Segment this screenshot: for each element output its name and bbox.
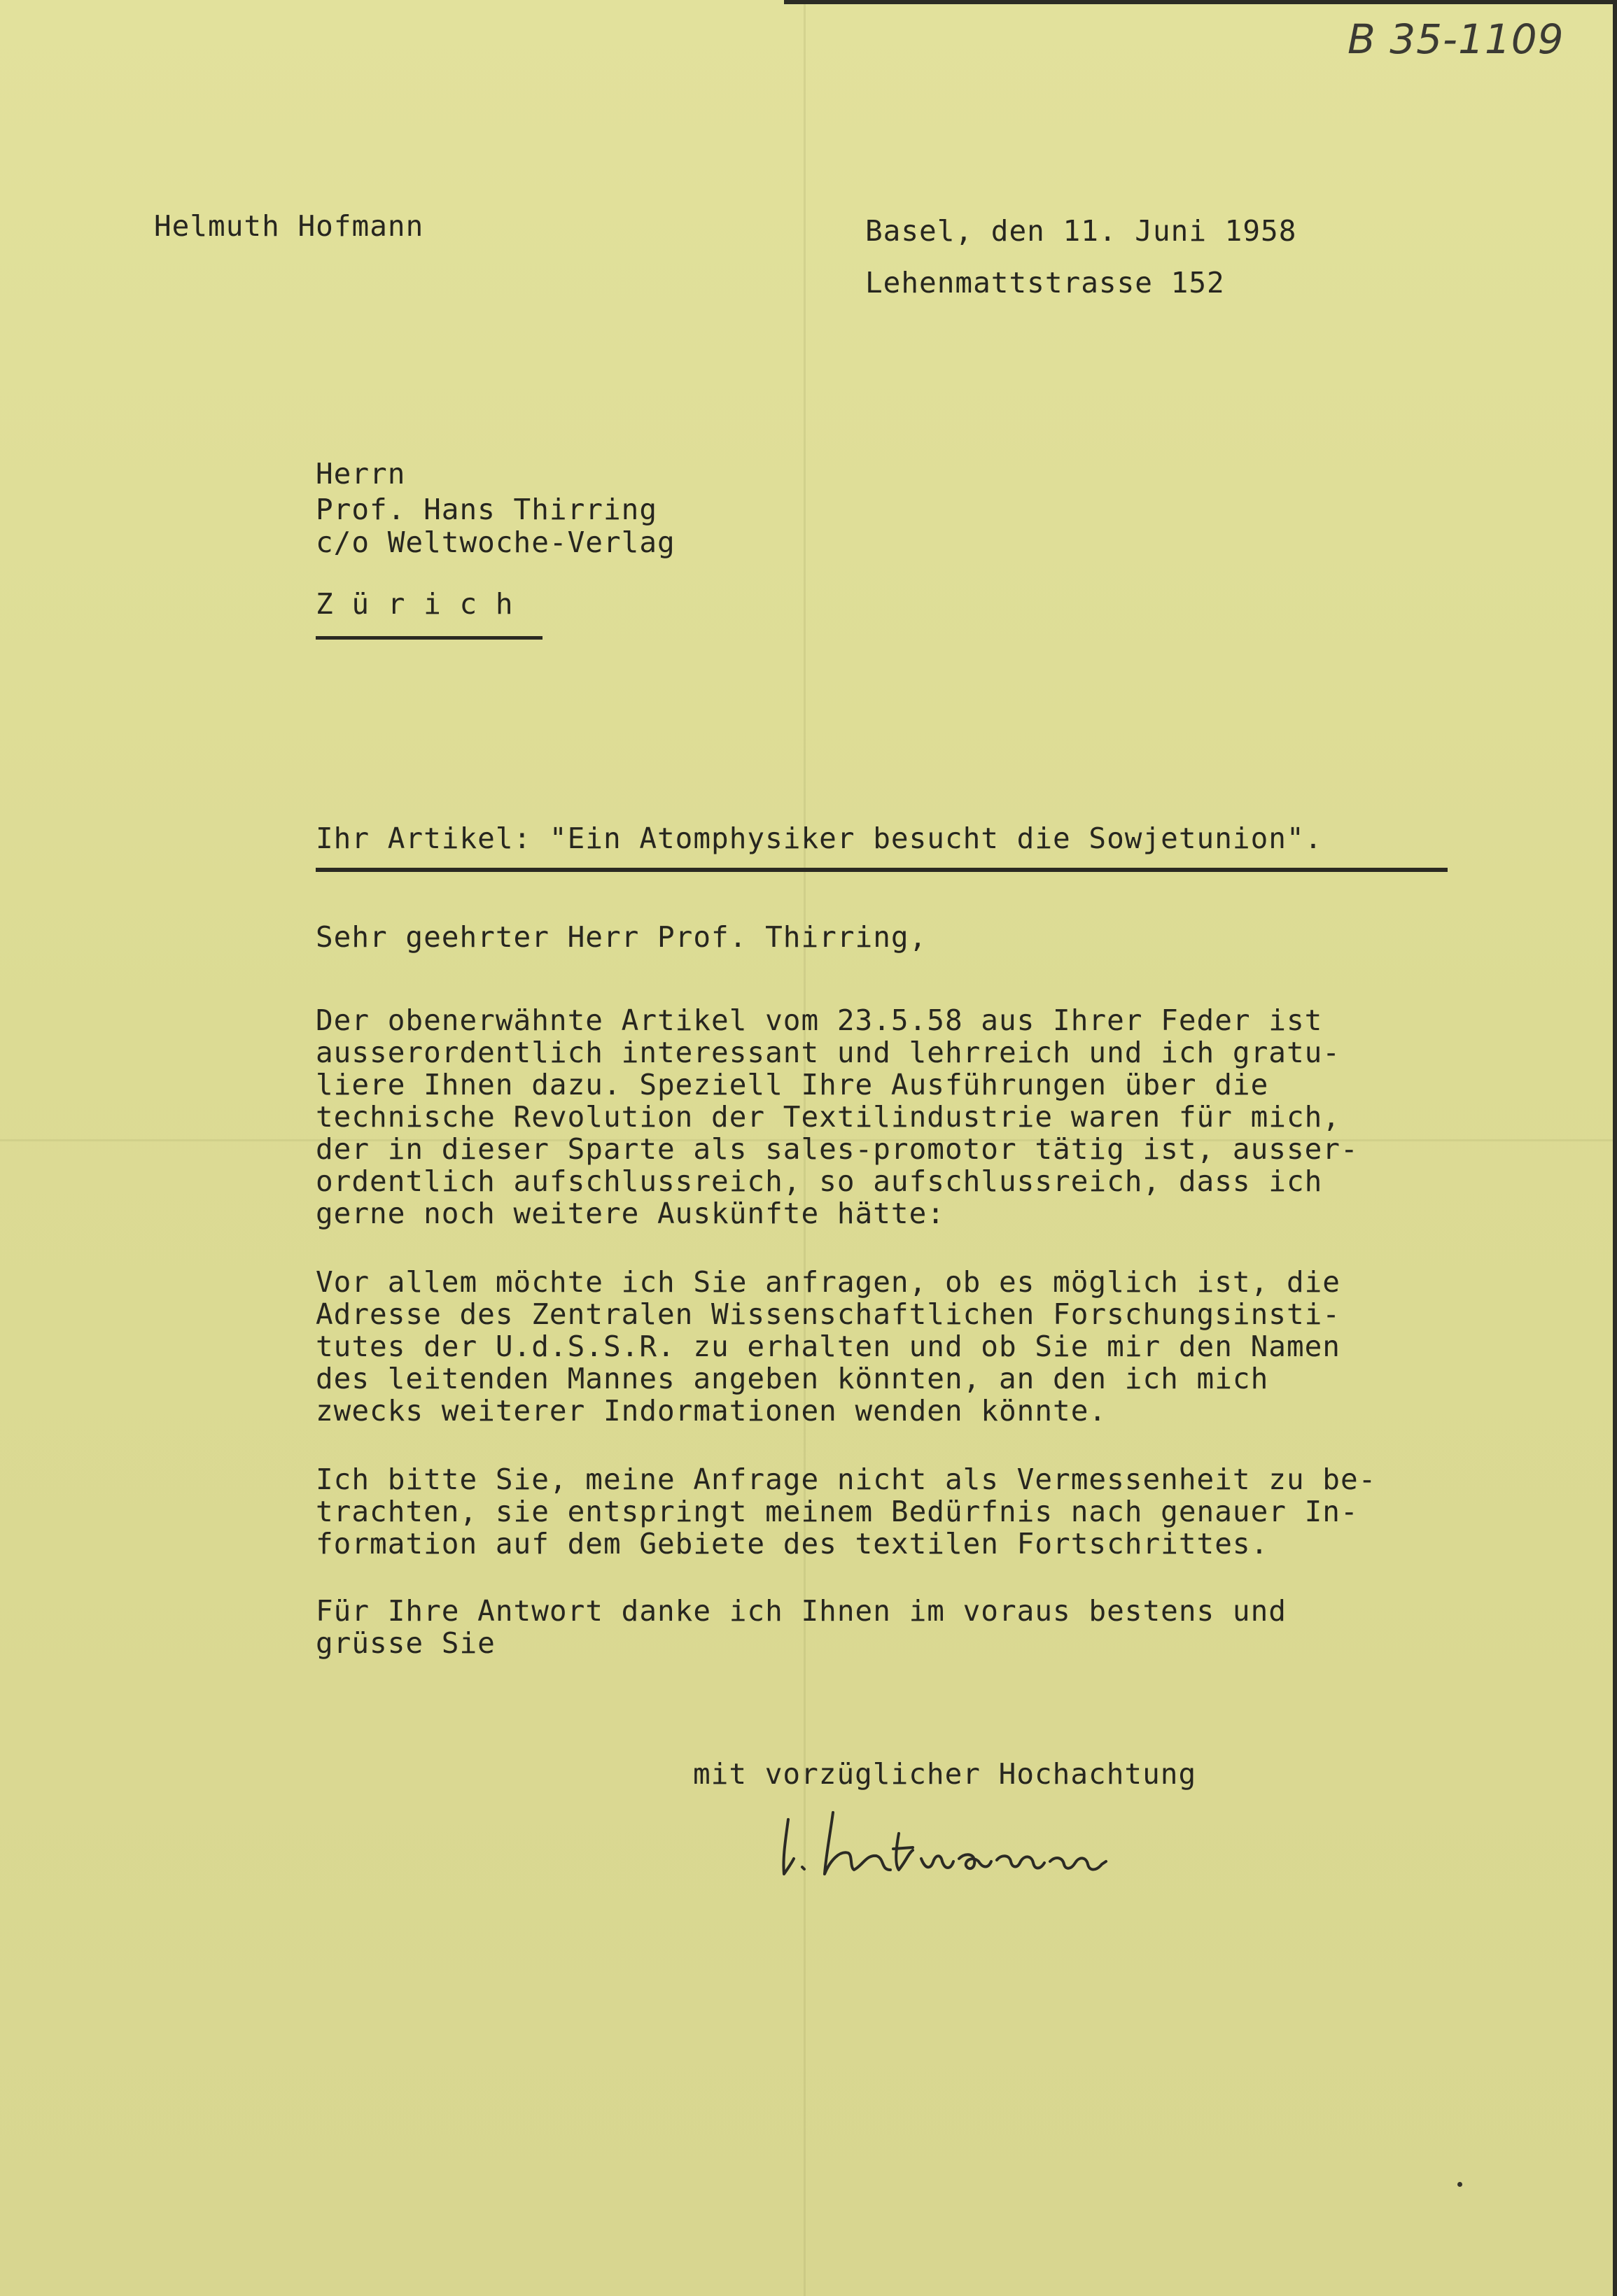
subject-underline <box>316 868 1448 872</box>
recipient-name: Prof. Hans Thirring <box>316 493 657 526</box>
body-line: trachten, sie entspringt meinem Bedürfnis nach genauer In- <box>316 1495 1359 1528</box>
body-line: Ich bitte Sie, meine Anfrage nicht als Vermessenheit zu be- <box>316 1463 1377 1496</box>
handwritten-signature <box>776 1791 1168 1889</box>
body-line: Adresse des Zentralen Wissenschaftlichen Forschungsinsti- <box>316 1297 1340 1331</box>
body-line: Für Ihre Antwort danke ich Ihnen im voraus bestens und <box>316 1594 1287 1628</box>
scan-edge-right <box>1613 0 1617 2296</box>
body-line: technische Revolution der Textilindustrie waren für mich, <box>316 1100 1340 1134</box>
body-line: zwecks weiterer Indormationen wenden könnte. <box>316 1394 1107 1428</box>
sender-name: Helmuth Hofmann <box>154 209 424 243</box>
salutation: Sehr geehrter Herr Prof. Thirring, <box>316 920 927 954</box>
subject-line: Ihr Artikel: "Ein Atomphysiker besucht die Sowjetunion". <box>316 822 1323 855</box>
place-date: Basel, den 11. Juni 1958 <box>865 214 1297 248</box>
sender-address: Lehenmattstrasse 152 <box>865 266 1225 300</box>
body-line: Vor allem möchte ich Sie anfragen, ob es möglich ist, die <box>316 1265 1340 1299</box>
paper-speck <box>1457 2182 1462 2187</box>
recipient-care-of: c/o Weltwoche-Verlag <box>316 526 676 559</box>
body-line: formation auf dem Gebiete des textilen Fortschrittes. <box>316 1527 1269 1561</box>
body-line: der in dieser Sparte als sales-promotor tätig ist, ausser- <box>316 1132 1359 1166</box>
recipient-city: Z ü r i c h <box>316 587 514 621</box>
archive-number: B 35-1109 <box>1348 15 1564 63</box>
body-line: Der obenerwähnte Artikel vom 23.5.58 aus Ihrer Feder ist <box>316 1003 1323 1037</box>
body-line: ausserordentlich interessant und lehrreich und ich gratu- <box>316 1036 1340 1069</box>
body-line: grüsse Sie <box>316 1626 496 1660</box>
body-line: gerne noch weitere Auskünfte hätte: <box>316 1197 945 1230</box>
body-line: liere Ihnen dazu. Speziell Ihre Ausführungen über die <box>316 1068 1269 1101</box>
closing: mit vorzüglicher Hochachtung <box>693 1757 1197 1791</box>
body-line: des leitenden Mannes angeben könnten, an den ich mich <box>316 1362 1269 1395</box>
body-line: tutes der U.d.S.S.R. zu erhalten und ob Sie mir den Namen <box>316 1330 1340 1363</box>
city-underline <box>316 636 542 640</box>
scan-edge-top <box>784 0 1617 4</box>
recipient-salutation-line: Herrn <box>316 457 406 491</box>
body-line: ordentlich aufschlussreich, so aufschlussreich, dass ich <box>316 1164 1323 1198</box>
